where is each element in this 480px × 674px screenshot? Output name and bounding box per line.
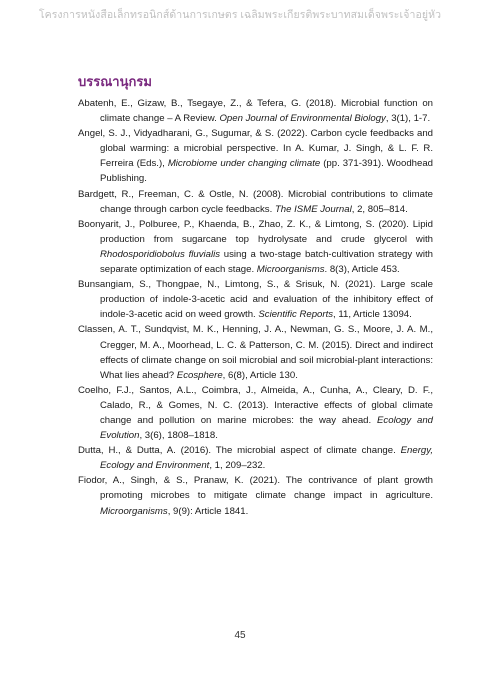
reference-text: Classen, A. T., Sundqvist, M. K., Henning, J. A., Newman, G. S., Moore, J. A. M., Cregger, M. A., Moorhead, L. C. & Patterson, C. M. (2015). Direct and indirect effects of climate change on soil microbial and soil microbial-plant interactions: What lies ahead?: [78, 324, 433, 381]
reference-text: Angel, S. J., Vidyadharani, G., Sugumar, & S. (2022). Carbon cycle feedbacks and global warming: a microbial perspective. In A. Kumar, J. Singh, & L. F. R. Ferreira (Eds.),: [78, 128, 433, 170]
running-header: โครงการหนังสือเล็กทรอนิกส์ด้านการเกษตร เฉลิมพระเกียรติพระบาทสมเด็จพระเจ้าอยู่หัว: [38, 10, 442, 21]
reference-item: [78, 473, 433, 518]
reference-details: , 3(6), 1808–1818.: [139, 430, 218, 442]
reference-details: . 8(3), Article 453.: [324, 264, 400, 276]
reference-text: Bardgett, R., Freeman, C. & Ostle, N. (2008). Microbial contributions to climate change through carbon cycle feedbacks.: [78, 188, 433, 215]
reference-journal: Microorganisms: [100, 505, 168, 517]
reference-journal: Scientific Reports: [258, 309, 334, 321]
reference-journal: Microbiome under changing climate: [167, 158, 321, 170]
reference-journal: Energy, Ecology and Environment: [100, 445, 433, 472]
reference-details: , 6(8), Article 130.: [222, 369, 298, 381]
reference-text: Bunsangiam, S., Thongpae, N., Limtong, S., & Srisuk, N. (2021). Large scale production of indole-3-acetic acid and evaluation of the inhibitory effect of indole-3-acetic acid on weed growth.: [78, 279, 433, 321]
reference-journal: Ecology and Evolution: [100, 414, 434, 442]
reference-item: [78, 187, 433, 217]
reference-text: Coelho, F.J., Santos, A.L., Coimbra, J., Almeida, A., Cunha, A., Cleary, D. F., Calado, R., & Gomes, N. C. (2013). Interactive effects of global climate change and pollution on marine microbes: the way ahead.: [78, 384, 433, 426]
reference-item: [78, 322, 433, 382]
reference-item: [78, 443, 433, 473]
reference-journal: Ecosphere: [176, 369, 223, 381]
reference-details: , 11, Article 13094.: [333, 309, 412, 321]
reference-text: Dutta, H., & Dutta, A. (2016). The microbial aspect of climate change.: [78, 445, 401, 457]
page-number: 45: [234, 630, 246, 641]
reference-text: Fiodor, A., Singh, & S., Pranaw, K. (2021). The contrivance of plant growth promoting microbes to mitigate climate change impact in agriculture.: [78, 475, 433, 502]
reference-details: (pp. 371-391). Woodhead Publishing.: [100, 158, 434, 185]
reference-item: [78, 277, 433, 322]
reference-details: using a two-stage batch-cultivation strategy with separate optimization of each stage.: [100, 248, 433, 276]
reference-item: [78, 383, 433, 443]
reference-list: [78, 96, 433, 519]
reference-text: Abatenh, E., Gizaw, B., Tsegaye, Z., & Tefera, G. (2018). Microbial function on climate change – A Review.: [78, 98, 433, 125]
reference-journal: Open Journal of Environmental Biology: [219, 113, 386, 125]
reference-details: , 1, 209–232.: [209, 460, 266, 472]
reference-journal: The ISME Journal: [274, 203, 352, 215]
reference-details: , 2, 805–814.: [351, 203, 408, 215]
reference-journal: Microorganisms: [256, 264, 325, 276]
reference-item: [78, 217, 433, 277]
reference-species: Rhodosporidiobolus fluvialis: [100, 248, 221, 260]
reference-details: , 3(1), 1-7.: [385, 113, 431, 125]
section-title-bibliography: บรรณานุกรม: [78, 74, 152, 89]
reference-item: [78, 126, 433, 186]
reference-details: , 9(9): Article 1841.: [167, 505, 249, 517]
reference-item: [78, 96, 433, 126]
reference-text: Boonyarit, J., Polburee, P., Khaenda, B., Zhao, Z. K., & Limtong, S. (2020). Lipid production from sugarcane top hydrolysate and crude glycerol with: [78, 218, 433, 245]
